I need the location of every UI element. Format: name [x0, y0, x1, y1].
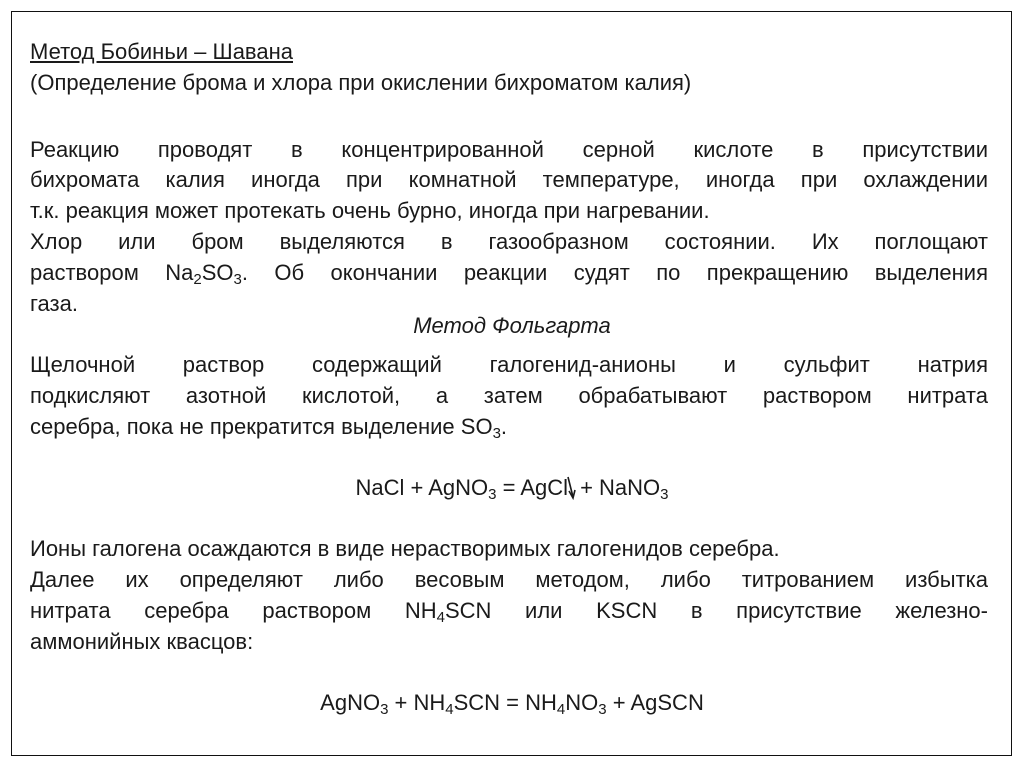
eq2-e: + AgSCN — [606, 690, 704, 715]
section2-title: Метод Фольгарта — [413, 313, 611, 338]
eq2-d: NO — [565, 690, 599, 715]
para3-line3-pre: серебра, пока не прекратится выделение SO — [30, 414, 493, 439]
eq2-b: + NH — [388, 690, 446, 715]
para1-line3: т.к. реакция может протекать очень бурно, иногда при нагревании. — [30, 198, 710, 223]
para1-line2: бихромата калия иногда при комнатной температуре, иногда при охлаждении — [30, 167, 988, 192]
para2-line3: газа. — [30, 291, 78, 316]
eq2-sub2: 4 — [445, 701, 454, 718]
eq1-c: + NaNO — [580, 475, 661, 500]
page-title: Метод Бобиньи – Шавана — [30, 39, 293, 64]
para4-line2: Далее их определяют либо весовым методом, либо титрованием избытка — [30, 567, 988, 592]
eq2-sub1: 3 — [380, 701, 389, 718]
para2-line2-pre: раствором Na — [30, 260, 194, 285]
para4-line3 — [30, 596, 988, 626]
eq1-sub1: 3 — [488, 486, 497, 503]
para2-line2-post: . Об окончании реакции судят по прекращению выделения — [241, 260, 988, 285]
eq2-sub3: 4 — [556, 701, 566, 718]
para4-line3-post: SCN или KSCN в присутствие железно- — [444, 598, 988, 623]
para3-line2: подкисляют азотной кислотой, а затем обрабатывают раствором нитрата — [30, 383, 988, 408]
para4-line3-pre: нитрата серебра раствором NH — [30, 598, 437, 623]
para3-line3 — [30, 412, 507, 442]
eq1-sub2: 3 — [660, 486, 669, 503]
para4-line1: Ионы галогена осаждаются в виде нерастворимых галогенидов серебра. — [30, 536, 780, 561]
precipitate-arrow-icon — [564, 475, 578, 501]
eq1-a: NaCl + AgNO — [355, 475, 489, 500]
para2-line1: Хлор или бром выделяются в газообразном состоянии. Их поглощают — [30, 229, 988, 254]
para3-line3-post: . — [500, 414, 508, 439]
equation-1 — [0, 473, 1024, 503]
para4-line3-sub: 4 — [436, 609, 445, 626]
para3-line1: Щелочной раствор содержащий галогенид-анионы и сульфит натрия — [30, 352, 988, 377]
para3-line3-sub: 3 — [492, 425, 501, 442]
eq2-a: AgNO — [320, 690, 381, 715]
page-subtitle: (Определение брома и хлора при окислении бихроматом калия) — [30, 70, 692, 95]
para4-line4: аммонийных квасцов: — [30, 629, 254, 654]
para1-line1: Реакцию проводят в концентрированной серной кислоте в присутствии — [30, 137, 988, 162]
eq2-sub4: 3 — [598, 701, 607, 718]
eq1-b: = AgCl — [496, 475, 569, 500]
equation-2 — [0, 688, 1024, 718]
para2-line2 — [30, 258, 988, 288]
para2-line2-sub2: 3 — [233, 271, 242, 288]
eq2-c: SCN = NH — [453, 690, 557, 715]
para2-line2-sub1: 2 — [193, 271, 202, 288]
para2-line2-mid: SO — [201, 260, 234, 285]
